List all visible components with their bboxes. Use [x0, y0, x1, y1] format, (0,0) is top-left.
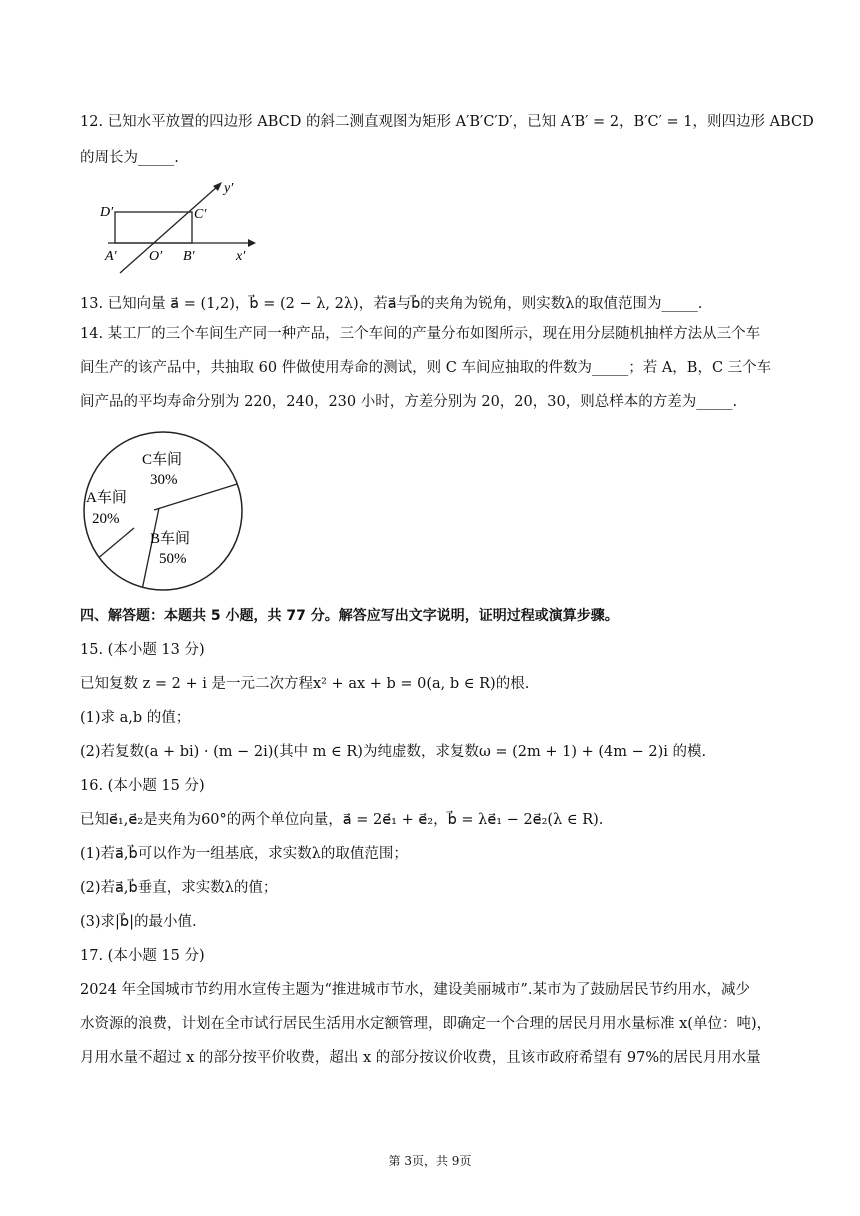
q17-line2: 水资源的浪费，计划在全市试行居民生活用水定额管理，即确定一个合理的居民月用水量标准 x(单位：吨)，: [80, 1016, 772, 1032]
divider-c-b: [99, 528, 134, 558]
label-B: B′: [183, 249, 195, 264]
sector-b-name: B车间: [150, 531, 191, 547]
q16-part2: (2)若a⃗,b⃗垂直，求实数λ的值；: [80, 880, 278, 896]
q17-title: 17. (本小题 15 分): [80, 948, 205, 964]
q16-part3: (3)求|b⃗|的最小值.: [80, 914, 197, 930]
label-D: D′: [100, 205, 114, 220]
label-y: y′: [224, 181, 234, 196]
label-O: O′: [149, 249, 163, 264]
y-axis: [120, 186, 218, 273]
label-x: x′: [236, 249, 246, 264]
q15-part1: (1)求 a,b 的值；: [80, 710, 191, 726]
x-axis-arrow: [248, 239, 256, 247]
divider-a-b: [143, 508, 159, 587]
sector-a-percent: 20%: [92, 511, 120, 527]
sector-c-name: C车间: [142, 452, 183, 468]
oblique-diagram: [100, 176, 260, 276]
q14-line1: 14. 某工厂的三个车间生产同一种产品，三个车间的产量分布如图所示，现在用分层随机抽样方法从三个车: [80, 326, 761, 342]
q16-part1: (1)若a⃗,b⃗可以作为一组基底，求实数λ的取值范围；: [80, 846, 408, 862]
rectangle-ABCD: [115, 212, 192, 243]
q14-line2: 间生产的该产品中，共抽取 60 件做使用寿命的测试，则 C 车间应抽取的件数为_____；若 A，B，C 三个车: [80, 360, 772, 376]
q12-line2: 的周长为_____.: [80, 150, 179, 166]
q12-line1: 12. 已知水平放置的四边形 ABCD 的斜二测直观图为矩形 A′B′C′D′，已知 A′B′ = 2，B′C′ = 1，则四边形 ABCD: [80, 114, 814, 130]
q16-stem: 已知e⃗₁,e⃗₂是夹角为60°的两个单位向量，a⃗ = 2e⃗₁ + e⃗₂，b⃗ = λe⃗₁ − 2e⃗₂(λ ∈ R).: [80, 812, 604, 828]
q17-line1: 2024 年全国城市节约用水宣传主题为“推进城市节水，建设美丽城市”.某市为了鼓励居民节约用水，减少: [80, 982, 750, 998]
page-footer: 第 3页，共 9页: [388, 1154, 472, 1168]
workshop-pie-chart: [80, 428, 246, 594]
q15-stem: 已知复数 z = 2 + i 是一元二次方程x² + ax + b = 0(a, b ∈ R)的根.: [80, 676, 530, 692]
sector-a-name: A车间: [86, 490, 127, 506]
sector-b-percent: 50%: [159, 551, 187, 567]
q15-title: 15. (本小题 13 分): [80, 642, 205, 658]
section4-heading: 四、解答题：本题共 5 小题，共 77 分。解答应写出文字说明，证明过程或演算步骤。: [80, 608, 619, 624]
q15-part2: (2)若复数(a + bi) · (m − 2i)(其中 m ∈ R)为纯虚数，求复数ω = (2m + 1) + (4m − 2)i 的模.: [80, 744, 707, 760]
q16-title: 16. (本小题 15 分): [80, 778, 205, 794]
q14-line3: 间产品的平均寿命分别为 220，240，230 小时，方差分别为 20，20，30，则总样本的方差为_____.: [80, 394, 738, 410]
label-C: C′: [194, 207, 207, 222]
sector-c-percent: 30%: [150, 472, 178, 488]
q17-line3: 月用水量不超过 x 的部分按平价收费，超出 x 的部分按议价收费，且该市政府希望有 97%的居民月用水量: [80, 1050, 761, 1066]
label-A: A′: [105, 249, 117, 264]
q13-line1: 13. 已知向量 a⃗ = (1,2)，b⃗ = (2 − λ, 2λ)，若a⃗与b⃗的夹角为锐角，则实数λ的取值范围为_____.: [80, 296, 703, 312]
